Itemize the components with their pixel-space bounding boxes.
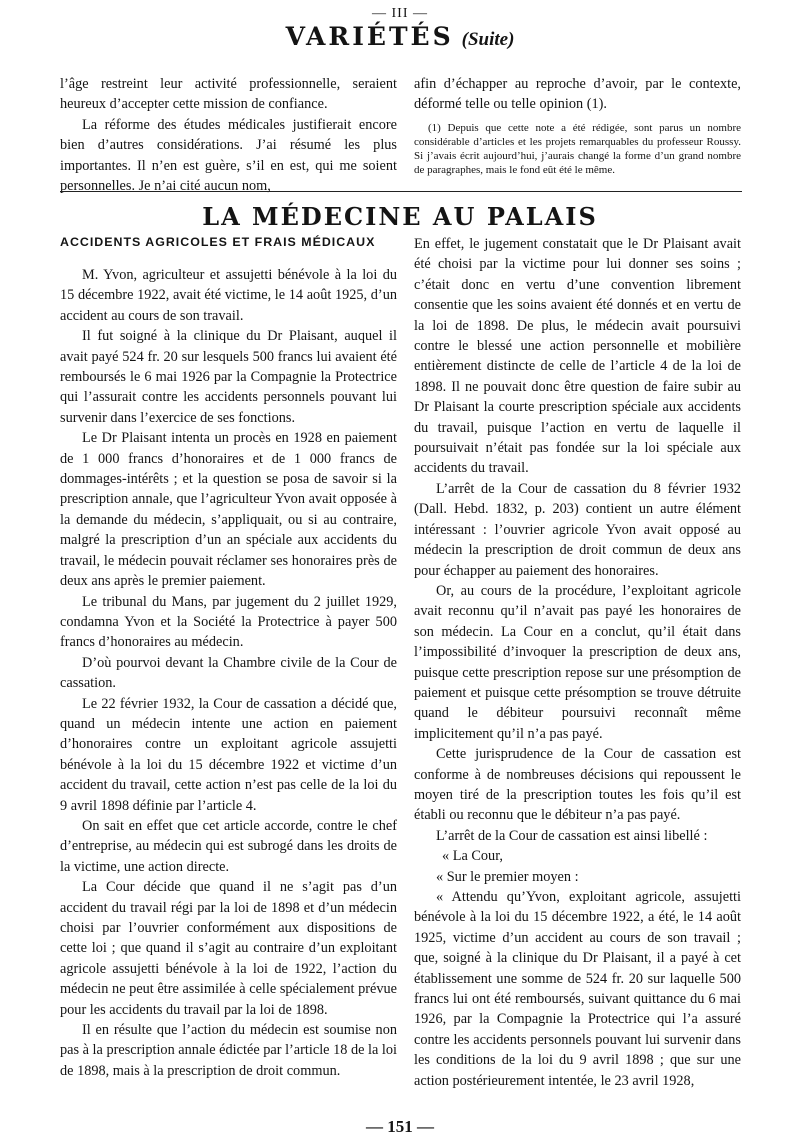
paragraph: Il fut soigné à la clinique du Dr Plaisant, auquel il avait payé 524 fr. 20 sur lesquels 500 francs lui avaient été remboursés le 6 mai 1926 par la Compagnie la Protectrice qui l’assurait contre les accidents personnels pouvant lui survenir dans l’exercice de ses fonctions.	[60, 328, 397, 426]
paragraph: D’où pourvoi devant la Chambre civile de la Cour de cassation.	[60, 654, 397, 692]
article-subtitle: ACCIDENTS AGRICOLES ET FRAIS MÉDICAUX	[60, 235, 376, 249]
paragraph: Or, au cours de la procédure, l’exploitant agricole avait reconnu qu’il n’avait pas payé les honoraires de son médecin. La Cour en a conclut, qu’il était dans l’impossibilité d’invoquer la prescription de deux ans, puisque cette prescription repose sur une présomption de paiement et puisque cette présomption se trouve détruite quand le débiteur poursuivi reconnaît même implicitement qu’il n’a pas payé.	[414, 582, 741, 742]
varietes-left-column	[60, 74, 397, 196]
varietes-right-column	[414, 74, 741, 178]
paragraph: La Cour décide que quand il ne s’agit pas d’un accident du travail régi par la loi de 1898 et d’un médecin choisi par l’ouvrier conformément aux dispositions de cette loi ; que quand il s’agit au contraire d’un exploitant agricole assujetti bénévole à la loi de 1922, l’action du médecin ne peut être assimilée à celle spécialement prévue pour les accidents du travail par la loi de 1898.	[60, 879, 397, 1018]
section-suffix: (Suite)	[461, 29, 515, 50]
section-title: VARIÉTÉS	[285, 22, 454, 51]
paragraph: En effet, le jugement constatait que le Dr Plaisant avait été choisi par la victime pour lui donner ses soins ; c’était donc en vertu d’une convention librement consentie que les soins avaient été donnés et en vertu de la loi de 1898. De plus, le médecin avait poursuivi contre le blessé une action personnelle et mobilière entièrement distincte de celle de l’article 4 de la loi de 1898. Il ne pouvait donc être question de faire subir au Dr Plaisant la courte prescription spéciale aux accidents du travail, puisque l’action en vertu de laquelle il poursuivait n’était pas fondée sur la loi spéciale aux accidents du travail.	[414, 236, 741, 477]
page-number: — 151 —	[366, 1117, 434, 1136]
paragraph: l’âge restreint leur activité professionnelle, seraient heureux d’accepter cette mission de confiance.	[60, 76, 397, 113]
quote-paragraph: « Attendu qu’Yvon, exploitant agricole, assujetti bénévole à la loi du 15 décembre 1922, a été, le 14 août 1925, victime d’un accident au cours de son travail ; que, soigné à la clinique du Dr Plaisant, il a payé à cet établissement une somme de 524 fr. 20 sur laquelle 500 francs lui ont été remboursés, suivant quittance du 6 mai 1926, par la Compagnie la Protectrice qui l’a assuré contre les accidents personnels pouvant lui survenir dans les conditions de la loi du 9 avril 1898 ; que sur une action postérieurement intentée, le 23 avril 1928,	[414, 889, 741, 1089]
folio-roman: — III —	[372, 6, 428, 21]
footnote-text: (1) Depuis que cette note a été rédigée, sont parus un nombre considérable d’articles et les projets remarquables du professeur Roussy. Si j’avais écrit aujourd’hui, j’aurais changé la forme d’un grand nombre de paragraphes, mais le fond eût été le même.	[414, 121, 741, 177]
paragraph: Le tribunal du Mans, par jugement du 2 juillet 1929, condamna Yvon et la Société la Protectrice à payer 500 francs d’honoraires au médecin.	[60, 593, 397, 651]
paragraph: Cette jurisprudence de la Cour de cassation est conforme à de nombreuses décisions qui repoussent le moyen tiré de la prescription toutes les fois qu’il est établi ou reconnu que le débiteur n’a pas payé.	[414, 746, 741, 824]
section-divider	[60, 191, 742, 192]
footnote	[414, 121, 741, 178]
article-left-column	[60, 265, 397, 1081]
paragraph: L’arrêt de la Cour de cassation du 8 février 1932 (Dall. Hebd. 1832, p. 203) contient un autre élément intéressant : l’ouvrier agricole Yvon avait opposé au médecin la prescription de droit commun de deux ans pour échapper au paiement des honoraires.	[414, 480, 741, 579]
paragraph: On sait en effet que cet article accorde, contre le chef d’entreprise, au médecin qui est subrogé dans les droits de la victime, une action directe.	[60, 817, 397, 875]
paragraph: Il en résulte que l’action du médecin est soumise non pas à la prescription annale édictée par l’article 18 de la loi de 1898, mais à la prescription de droit commun.	[60, 1022, 398, 1079]
paragraph: afin d’échapper au reproche d’avoir, par le contexte, déformé telle ou telle opinion (1).	[414, 76, 741, 113]
paragraph: La réforme des études médicales justifierait encore bien d’autres considérations. J’ai résumé les plus importantes. Il n’en est guère, s’il en est, qui me soient personnelles. Je n’ai cité aucun nom,	[60, 116, 397, 195]
paragraph: M. Yvon, agriculteur et assujetti bénévole à la loi du 15 décembre 1922, avait été victime, le 14 août 1925, d’un accident au cours de son travail.	[60, 267, 397, 324]
paragraph: Le 22 février 1932, la Cour de cassation a décidé que, quand un médecin intente une action en paiement d’honoraires contre un exploitant agricole assujetti bénévole à la loi du 15 décembre 1922 et victime d’un accident du travail, cette action n’est pas celle de la loi du 9 avril 1898 définie par l’article 4.	[60, 695, 397, 814]
article-title: LA MÉDECINE AU PALAIS	[202, 202, 598, 231]
quote-line: « Sur le premier moyen :	[436, 868, 579, 885]
quote-line: « La Cour,	[442, 848, 503, 865]
paragraph: Le Dr Plaisant intenta un procès en 1928 en paiement de 1 000 francs d’honoraires et de 1 000 francs de dommages-intérêts ; et la question se posa de savoir si la prescription annale, que l’agriculteur Yvon avait opposée à la demande du médecin, s’appliquait, ou si au contraire, malgré la prescription d’un an spéciale aux accidents du travail, le médecin pouvait réclamer ses honoraires près de deux ans après le premier paiement.	[60, 430, 397, 590]
article-right-column	[414, 234, 741, 1091]
paragraph: L’arrêt de la Cour de cassation est ainsi libellé :	[436, 827, 708, 844]
section-header	[0, 22, 800, 51]
